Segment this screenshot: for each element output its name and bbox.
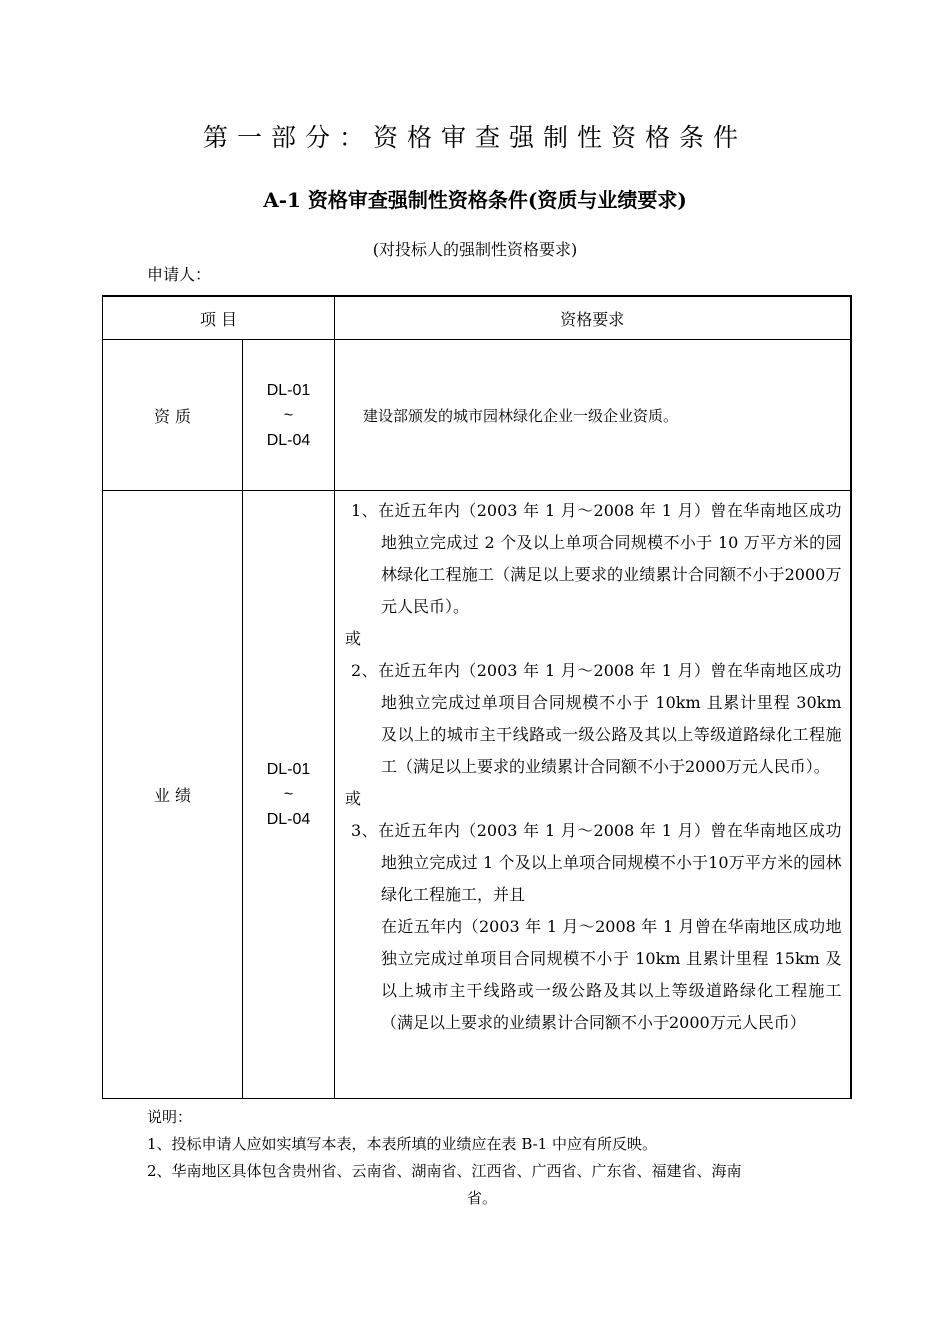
qualification-label: 资 质: [103, 340, 243, 491]
or-separator-2: 或: [345, 789, 362, 808]
header-item: 项 目: [103, 296, 335, 340]
table-title: A-1 资格审查强制性资格条件(资质与业绩要求): [263, 188, 687, 212]
code-from: DL-01: [266, 381, 311, 399]
qualification-code: [243, 340, 335, 491]
note-line-1: 1、投标申请人应如实填写本表，本表所填的业绩应在表 B-1 中应有所反映。: [147, 1135, 657, 1153]
notes-heading: 说明：: [147, 1108, 193, 1126]
note-line-2-continuation: 省。: [466, 1189, 497, 1207]
qualification-requirement: 建设部颁发的城市园林绿化企业一级企业资质。: [335, 340, 851, 491]
code-separator: ~: [283, 406, 294, 424]
requirement-item-1: 1、在近五年内（2003 年 1 月～2008 年 1 月）曾在华南地区成功地独立完成过 2 个及以上单项合同规模不小于 10 万平方米的园林绿化工程施工（满足以上要求的业绩累计合同额不小于2000万元人民币）。: [351, 501, 842, 616]
page-title: 第一部分：资格审查强制性资格条件: [202, 123, 747, 152]
requirement-item-2: 2、在近五年内（2003 年 1 月～2008 年 1 月）曾在华南地区成功地独立完成过单项目合同规模不小于 10km 且累计里程 30km 及以上的城市主干线路或一级公路及其以上等级道路绿化工程施工（满足以上要求的业绩累计合同额不小于2000万元人民币）。: [351, 661, 842, 776]
code-to: DL-04: [266, 431, 311, 449]
code-separator: ~: [283, 786, 294, 803]
requirements-table: [102, 295, 852, 1099]
header-requirement: 资格要求: [335, 296, 851, 340]
qualification-row: [103, 340, 851, 491]
code-from: DL-01: [266, 761, 311, 778]
or-separator-1: 或: [345, 629, 362, 648]
table-header-row: [103, 296, 851, 340]
note-line-2: 2、华南地区具体包含贵州省、云南省、湖南省、江西省、广西省、广东省、福建省、海南: [147, 1162, 742, 1180]
applicant-label: 申请人：: [147, 265, 212, 284]
performance-row: [103, 491, 851, 1099]
code-to: DL-04: [266, 811, 311, 828]
table-note: (对投标人的强制性资格要求): [372, 240, 578, 259]
performance-code: [243, 491, 335, 1099]
performance-requirement: [335, 491, 851, 1099]
performance-label: 业 绩: [103, 491, 243, 1099]
requirement-item-3b: 在近五年内（2003 年 1 月～2008 年 1 月曾在华南地区成功地独立完成过单项目合同规模不小于 10km 且累计里程 15km 及以上城市主干线路或一级公路及其以上等级道路绿化工程施工（满足以上要求的业绩累计合同额不小于2000万元人民币）: [381, 917, 842, 1032]
notes-section: [147, 1104, 817, 1212]
requirement-item-3a: 3、在近五年内（2003 年 1 月～2008 年 1 月）曾在华南地区成功地独立完成过 1 个及以上单项合同规模不小于10万平方米的园林绿化工程施工，并且: [351, 821, 842, 904]
